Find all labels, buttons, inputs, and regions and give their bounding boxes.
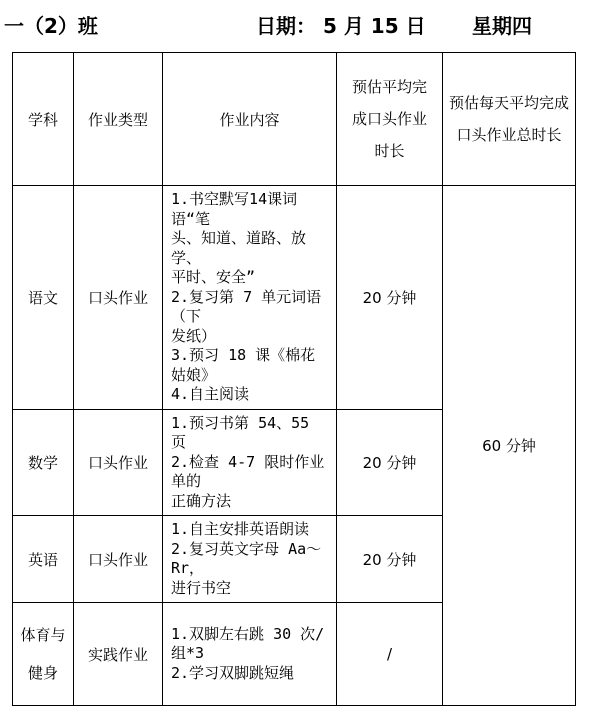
content-line: 1.书空默写14课词语“笔 — [171, 190, 298, 228]
content-line: 1.双脚左右跳 30 次/组*3 — [171, 624, 325, 663]
subject-cell: 英语 — [13, 516, 74, 603]
content-line: 2.检查 4-7 限时作业单的 — [171, 452, 325, 490]
time-cell: 20 分钟 — [337, 516, 443, 603]
content-line: 1.自主安排英语朗读 — [171, 520, 310, 538]
col-header-daily-total — [443, 53, 576, 186]
content-line: 正确方法 — [171, 491, 232, 510]
content-cell — [163, 516, 337, 603]
page-header — [0, 6, 590, 38]
type-cell: 口头作业 — [74, 409, 163, 516]
content-cell — [163, 186, 337, 410]
type-cell: 口头作业 — [74, 516, 163, 603]
col-header-daily-total-line: 预估每天平均完成 — [448, 94, 569, 112]
content-line: 1.预习书第 54、55 页 — [171, 413, 310, 451]
table-header-row — [13, 53, 576, 186]
subject-cell: 语文 — [13, 186, 74, 410]
table-row — [13, 186, 576, 410]
content-line: 头、知道、道路、放学、 — [171, 229, 307, 267]
time-cell: / — [337, 603, 443, 706]
content-cell — [163, 603, 337, 706]
content-line: 平时、安全” — [171, 268, 256, 286]
col-header-avg-time-line: 预估平均完 — [351, 78, 427, 96]
content-line: 2.复习英文字母 Aa～Rr， — [171, 539, 322, 577]
content-line: 2.复习第 7 单元词语（下 — [171, 287, 322, 325]
col-header-subject: 学科 — [13, 53, 74, 186]
homework-table — [12, 52, 576, 706]
daily-total-cell: 60 分钟 — [443, 186, 576, 706]
content-line: 2.学习双脚跳短绳 — [171, 663, 295, 682]
time-cell: 20 分钟 — [337, 409, 443, 516]
col-header-daily-total-line: 口头作业总时长 — [456, 126, 562, 144]
col-header-avg-time-line: 时长 — [374, 142, 405, 160]
weekday-label: 星期四 — [472, 14, 532, 38]
subject-line: 健身 — [27, 664, 58, 682]
subject-line: 体育与 — [20, 626, 66, 644]
content-line: 3.预习 18 课《棉花姑娘》 — [171, 346, 316, 384]
class-name: 一（2）班 — [4, 14, 98, 38]
time-cell: 20 分钟 — [337, 186, 443, 410]
col-header-type: 作业类型 — [74, 53, 163, 186]
content-line: 进行书空 — [171, 578, 232, 597]
col-header-content: 作业内容 — [163, 53, 337, 186]
content-cell — [163, 409, 337, 516]
content-line: 4.自主阅读 — [171, 385, 250, 403]
content-line: 发纸） — [171, 326, 217, 345]
date-label: 日期： 5 月 15 日 — [256, 14, 426, 38]
col-header-avg-time-line: 成口头作业 — [351, 110, 427, 128]
type-cell: 实践作业 — [74, 603, 163, 706]
subject-cell: 数学 — [13, 409, 74, 516]
subject-cell — [13, 603, 74, 706]
col-header-avg-time — [337, 53, 443, 186]
type-cell: 口头作业 — [74, 186, 163, 410]
